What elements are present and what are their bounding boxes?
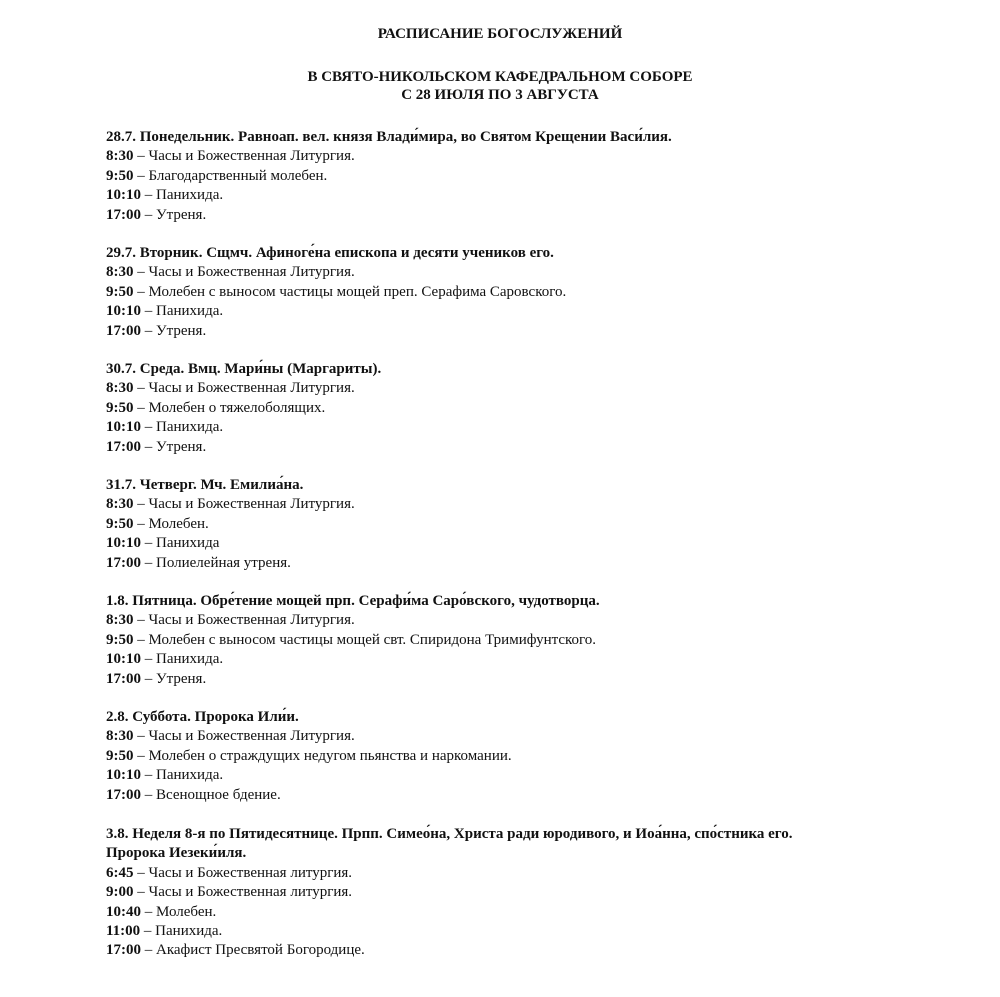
service-description: Панихида. — [156, 419, 224, 436]
service-description: Часы и Божественная литургия. — [148, 864, 353, 881]
service-entry — [106, 611, 966, 630]
service-time: 9:50 — [106, 515, 134, 532]
service-separator: – — [133, 728, 149, 745]
service-time: 17:00 — [106, 942, 141, 959]
service-separator: – — [133, 283, 149, 300]
service-description: Молебен о тяжелоболящих. — [148, 399, 326, 416]
service-time: 9:50 — [106, 399, 134, 416]
service-description: Панихида. — [156, 303, 224, 320]
service-separator: – — [133, 631, 149, 648]
service-separator: – — [133, 264, 149, 281]
service-time: 11:00 — [106, 923, 141, 940]
service-entry — [106, 650, 966, 669]
service-time: 17:00 — [106, 322, 141, 339]
service-entry — [106, 186, 966, 205]
service-entry — [106, 302, 966, 321]
service-entry — [106, 418, 966, 437]
service-entry — [106, 515, 966, 534]
service-description: Молебен с выносом частицы мощей свт. Спиридона Тримифунтского. — [148, 631, 597, 648]
day-block-31-7 — [106, 476, 966, 573]
service-description: Всенощное бдение. — [156, 786, 281, 803]
service-time: 8:30 — [106, 264, 134, 281]
service-separator: – — [133, 884, 149, 901]
day-block-3-8 — [106, 825, 966, 961]
service-entry — [106, 399, 966, 418]
service-separator: – — [133, 148, 149, 165]
service-separator: – — [133, 167, 149, 184]
day-block-29-7 — [106, 244, 966, 341]
service-separator: – — [133, 515, 149, 532]
service-separator: – — [141, 903, 156, 920]
service-separator: – — [141, 187, 156, 204]
service-description: Панихида. — [155, 923, 223, 940]
day-heading: 2.8. Суббота. Пророка Или́и. — [106, 709, 299, 725]
service-separator: – — [141, 942, 156, 959]
service-separator: – — [141, 206, 156, 223]
service-separator: – — [141, 767, 156, 784]
service-description: Молебен. — [156, 903, 217, 920]
service-entry — [106, 167, 966, 186]
service-separator: – — [141, 786, 156, 803]
day-heading: 29.7. Вторник. Сщмч. Афиноге́на епископа и десяти учеников его. — [106, 245, 554, 261]
day-block-2-8 — [106, 708, 966, 805]
service-description: Панихида. — [156, 187, 224, 204]
service-time: 10:40 — [106, 903, 141, 920]
day-heading: 1.8. Пятница. Обре́тение мощей прп. Серафи́ма Саро́вского, чудотворца. — [106, 593, 600, 609]
service-description: Часы и Божественная Литургия. — [148, 380, 355, 397]
service-separator: – — [133, 864, 149, 881]
service-description: Часы и Божественная Литургия. — [148, 264, 355, 281]
service-description: Утреня. — [156, 438, 207, 455]
service-entry — [106, 922, 966, 941]
service-time: 6:45 — [106, 864, 134, 881]
service-description: Полиелейная утреня. — [156, 554, 291, 571]
service-entry — [106, 554, 966, 573]
service-time: 9:50 — [106, 631, 134, 648]
service-separator: – — [141, 303, 156, 320]
service-description: Утреня. — [156, 322, 207, 339]
service-description: Благодарственный молебен. — [148, 167, 328, 184]
service-time: 17:00 — [106, 206, 141, 223]
service-separator: – — [141, 651, 156, 668]
day-heading: 31.7. Четверг. Мч. Емилиа́на. — [106, 477, 304, 493]
service-separator: – — [133, 399, 149, 416]
day-heading: 28.7. Понедельник. Равноап. вел. князя Влади́мира, во Святом Крещении Васи́лия. — [106, 129, 672, 145]
service-entry — [106, 864, 966, 883]
service-entry — [106, 747, 966, 766]
service-separator: – — [141, 438, 156, 455]
service-description: Акафист Пресвятой Богородице. — [156, 942, 365, 959]
service-time: 8:30 — [106, 380, 134, 397]
service-separator: – — [133, 496, 149, 513]
service-time: 10:10 — [106, 419, 141, 436]
service-time: 17:00 — [106, 554, 141, 571]
service-description: Часы и Божественная Литургия. — [148, 148, 355, 165]
service-separator: – — [141, 535, 156, 552]
service-entry — [106, 495, 966, 514]
service-entry — [106, 534, 966, 553]
service-description: Часы и Божественная Литургия. — [148, 612, 355, 629]
service-separator: – — [133, 380, 149, 397]
day-block-28-7 — [106, 128, 966, 225]
service-separator: – — [140, 923, 156, 940]
service-entry — [106, 670, 966, 689]
service-description: Панихида — [156, 535, 220, 552]
service-description: Утреня. — [156, 670, 207, 687]
service-entry — [106, 631, 966, 650]
service-description: Молебен с выносом частицы мощей преп. Серафима Саровского. — [148, 283, 567, 300]
day-block-1-8 — [106, 592, 966, 689]
service-time: 8:30 — [106, 496, 134, 513]
service-description: Часы и Божественная литургия. — [148, 884, 353, 901]
service-time: 10:10 — [106, 767, 141, 784]
service-entry — [106, 766, 966, 785]
service-separator: – — [141, 322, 156, 339]
service-description: Молебен. — [148, 515, 209, 532]
service-entry — [106, 727, 966, 746]
document-subtitle — [0, 68, 1000, 104]
service-entry — [106, 147, 966, 166]
day-heading: 30.7. Среда. Вмц. Мари́ны (Маргариты). — [106, 361, 382, 377]
service-description: Часы и Божественная Литургия. — [148, 496, 355, 513]
day-block-30-7 — [106, 360, 966, 457]
subtitle-line-1: В СВЯТО-НИКОЛЬСКОМ КАФЕДРАЛЬНОМ СОБОРЕ — [307, 69, 693, 85]
service-entry — [106, 263, 966, 282]
service-separator: – — [141, 554, 156, 571]
service-entry — [106, 883, 966, 902]
service-entry — [106, 941, 966, 960]
service-separator: – — [141, 670, 156, 687]
service-time: 9:50 — [106, 747, 134, 764]
service-description: Часы и Божественная Литургия. — [148, 728, 355, 745]
subtitle-line-2: С 28 ИЮЛЯ ПО 3 АВГУСТА — [401, 87, 599, 103]
document-title: РАСПИСАНИЕ БОГОСЛУЖЕНИЙ — [377, 26, 623, 42]
service-time: 8:30 — [106, 148, 134, 165]
service-entry — [106, 903, 966, 922]
service-entry — [106, 283, 966, 302]
service-entry — [106, 438, 966, 457]
service-time: 17:00 — [106, 670, 141, 687]
service-time: 10:10 — [106, 535, 141, 552]
service-entry — [106, 786, 966, 805]
service-time: 8:30 — [106, 728, 134, 745]
service-time: 10:10 — [106, 651, 141, 668]
service-time: 10:10 — [106, 303, 141, 320]
service-description: Утреня. — [156, 206, 207, 223]
service-description: Молебен о страждущих недугом пьянства и наркомании. — [148, 747, 512, 764]
service-time: 9:50 — [106, 283, 134, 300]
service-entry — [106, 322, 966, 341]
service-time: 9:00 — [106, 884, 134, 901]
service-entry — [106, 379, 966, 398]
day-heading-continuation: Пророка Иезеки́иля. — [106, 845, 247, 862]
service-description: Панихида. — [156, 651, 224, 668]
service-entry — [106, 206, 966, 225]
service-separator: – — [133, 747, 149, 764]
service-time: 10:10 — [106, 187, 141, 204]
service-time: 17:00 — [106, 438, 141, 455]
service-time: 17:00 — [106, 786, 141, 803]
service-time: 9:50 — [106, 167, 134, 184]
day-heading: 3.8. Неделя 8-я по Пятидесятнице. Прпп. Симео́на, Христа ради юродивого, и Иоа́нна, спо́стника его. — [106, 826, 793, 842]
service-time: 8:30 — [106, 612, 134, 629]
service-separator: – — [141, 419, 156, 436]
service-description: Панихида. — [156, 767, 224, 784]
service-separator: – — [133, 612, 149, 629]
